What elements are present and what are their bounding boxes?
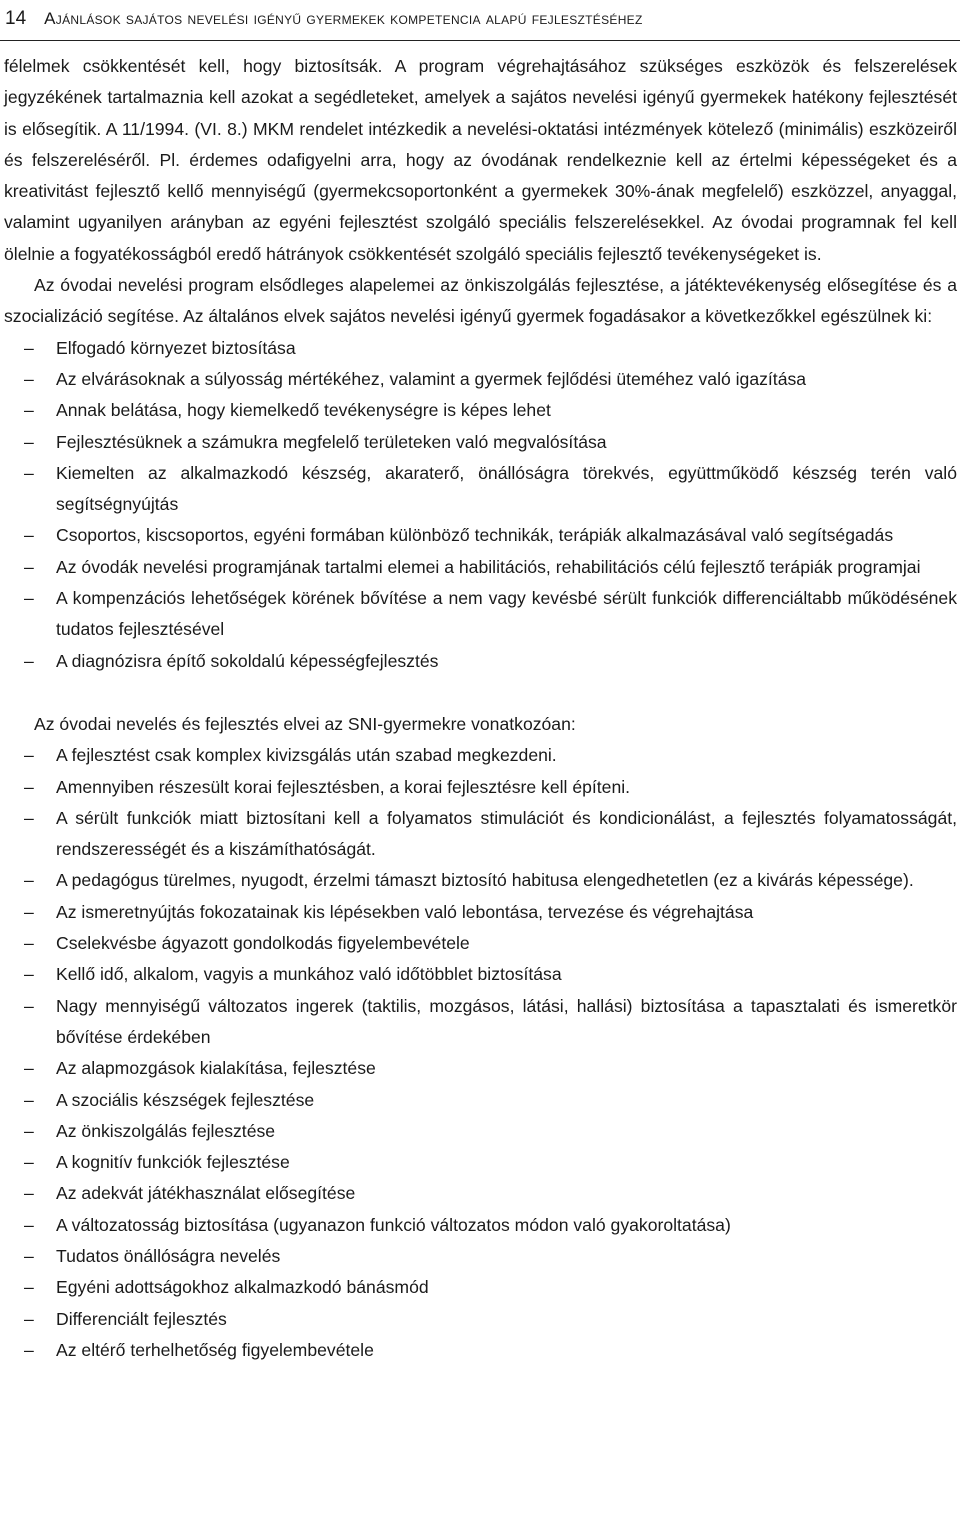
dash-bullet: – xyxy=(24,1058,34,1079)
list-item-text: Az óvodák nevelési programjának tartalmi elemei a habilitációs, rehabilitációs célú fejlesztő terápiák programjai xyxy=(56,556,921,577)
list-item-text: Kellő idő, alkalom, vagyis a munkához való időtöbblet biztosítása xyxy=(56,964,562,985)
list-item xyxy=(4,1304,957,1335)
spacer xyxy=(4,677,957,709)
list-item-text: Egyéni adottságokhoz alkalmazkodó bánásmód xyxy=(56,1277,429,1298)
dash-bullet: – xyxy=(24,1183,34,1204)
running-head: Ajánlások sajátos nevelési igényű gyermekek kompetencia alapú fejlesztéséhez xyxy=(44,9,643,28)
dash-bullet: – xyxy=(24,1308,34,1329)
list-item xyxy=(4,395,957,426)
list-item xyxy=(4,740,957,771)
list-item-text: Annak belátása, hogy kiemelkedő tevékenységre is képes lehet xyxy=(56,400,551,421)
dash-bullet: – xyxy=(24,995,34,1016)
dash-bullet: – xyxy=(24,1245,34,1266)
list-item xyxy=(4,1335,957,1366)
paragraph-1: félelmek csökkentését kell, hogy biztosítsák. A program végrehajtásához szükséges eszközök és felszerelések jegyzékének tartalmaznia kell azokat a segédleteket, amelyek a sajátos nevelési igényű gyermekek hatékony fejlesztését is elősegítik. A 11/1994. (VI. 8.) MKM rendelet intézkedik a nevelési-oktatási intézmények kötelező (minimális) eszközeiről és felszereléséről. Pl. érdemes odafigyelni arra, hogy az óvodának rendelkeznie kell az értelmi képességeket és a kreativitást fejlesztő kellő mennyiségű (gyermekcsoportonként a gyermekek 30%-ának megfelelő) eszközzel, anyaggal, valamint ugyanilyen arányban az egyéni fejlesztést szolgáló speciális felszerelésekkel. Az óvodai programnak fel kell ölelnie a fogyatékosságból eredő hátrányok csökkentését szolgáló speciális fejlesztő tevékenységeket is. xyxy=(4,56,957,264)
sni-principles-list xyxy=(4,740,957,1366)
list-item-text: Cselekvésbe ágyazott gondolkodás figyelembevétele xyxy=(56,933,470,954)
page-number: 14 xyxy=(5,8,27,29)
dash-bullet: – xyxy=(24,933,34,954)
list-item xyxy=(4,333,957,364)
dash-bullet: – xyxy=(24,337,34,358)
list-item xyxy=(4,928,957,959)
dash-bullet: – xyxy=(24,776,34,797)
list-item-text: Nagy mennyiségű változatos ingerek (taktilis, mozgásos, látási, hallási) biztosítása a tapasztalati és ismeretkör bővítése érdekében xyxy=(56,995,957,1047)
list-item-text: Az eltérő terhelhetőség figyelembevétele xyxy=(56,1339,374,1360)
dash-bullet: – xyxy=(24,901,34,922)
list-item-text: A sérült funkciók miatt biztosítani kell a folyamatos stimulációt és kondicionálást, a fejlesztés folyamatosságát, rendszerességét és a kiszámíthatóságát. xyxy=(56,807,957,860)
dash-bullet: – xyxy=(24,525,34,546)
list-item xyxy=(4,1085,957,1116)
dash-bullet: – xyxy=(24,588,34,609)
list-item xyxy=(4,552,957,583)
list-item-text: Csoportos, kiscsoportos, egyéni formában különböző technikák, terápiák alkalmazásával való segítségadás xyxy=(56,525,894,546)
list-item-text: A kompenzációs lehetőségek körének bővítése a nem vagy kevésbé sérült funkciók differenciáltabb működésének tudatos fejlesztésével xyxy=(56,588,957,640)
dash-bullet: – xyxy=(24,1214,34,1235)
list-item xyxy=(4,427,957,458)
list-item xyxy=(4,991,957,1054)
dash-bullet: – xyxy=(24,1089,34,1110)
list-item-text: A szociális készségek fejlesztése xyxy=(56,1089,315,1110)
list-item xyxy=(4,1210,957,1241)
list-item-text: Az önkiszolgálás fejlesztése xyxy=(56,1120,276,1141)
page-header xyxy=(0,0,960,41)
list-item xyxy=(4,1116,957,1147)
dash-bullet: – xyxy=(24,431,34,452)
dash-bullet: – xyxy=(24,650,34,671)
dash-bullet: – xyxy=(24,745,34,766)
list-item-text: Az elvárásoknak a súlyosság mértékéhez, valamint a gyermek fejlődési üteméhez való igazítása xyxy=(56,368,807,389)
list-item xyxy=(4,583,957,646)
dash-bullet: – xyxy=(24,368,34,389)
list-item xyxy=(4,646,957,677)
dash-bullet: – xyxy=(24,1339,34,1360)
list-item xyxy=(4,1241,957,1272)
section-intro: Az óvodai nevelés és fejlesztés elvei az SNI-gyermekre vonatkozóan: xyxy=(34,713,576,734)
list-item xyxy=(4,865,957,896)
list-item-text: A diagnózisra építő sokoldalú képességfejlesztés xyxy=(56,650,439,671)
list-item-text: A fejlesztést csak komplex kivizsgálás után szabad megkezdeni. xyxy=(56,745,557,766)
list-item xyxy=(4,1272,957,1303)
body-text xyxy=(4,51,957,1366)
list-item-text: Az adekvát játékhasználat elősegítése xyxy=(56,1183,356,1204)
list-item xyxy=(4,458,957,521)
dash-bullet: – xyxy=(24,400,34,421)
list-item-text: Elfogadó környezet biztosítása xyxy=(56,337,296,358)
list-item-text: Amennyiben részesült korai fejlesztésben, a korai fejlesztésre kell építeni. xyxy=(56,776,631,797)
list-item-text: A kognitív funkciók fejlesztése xyxy=(56,1152,290,1173)
list-item-text: A változatosság biztosítása (ugyanazon funkció változatos módon való gyakoroltatása) xyxy=(56,1214,731,1235)
list-item-text: A pedagógus türelmes, nyugodt, érzelmi támaszt biztosító habitusa elengedhetetlen (ez a kivárás képessége). xyxy=(56,870,914,891)
dash-bullet: – xyxy=(24,964,34,985)
list-item xyxy=(4,897,957,928)
list-item xyxy=(4,364,957,395)
dash-bullet: – xyxy=(24,556,34,577)
list-item-text: Differenciált fejlesztés xyxy=(56,1308,227,1329)
dash-bullet: – xyxy=(24,1152,34,1173)
list-item-text: Tudatos önállóságra nevelés xyxy=(56,1245,281,1266)
list-item-text: Kiemelten az alkalmazkodó készség, akaraterő, önállóságra törekvés, együttműködő készség terén való segítségnyújtás xyxy=(56,462,957,515)
dash-bullet: – xyxy=(24,807,34,828)
list-item-text: Az alapmozgások kialakítása, fejlesztése xyxy=(56,1058,376,1079)
dash-bullet: – xyxy=(24,1277,34,1298)
principles-list xyxy=(4,333,957,677)
paragraph-2: Az óvodai nevelési program elsődleges alapelemei az önkiszolgálás fejlesztése, a játéktevékenység elősegítése és a szocializáció segítése. Az általános elvek sajátos nevelési igényű gyermek fogadásakor a következőkkel egészülnek ki: xyxy=(4,275,957,327)
list-item xyxy=(4,520,957,551)
list-item xyxy=(4,959,957,990)
dash-bullet: – xyxy=(24,1120,34,1141)
list-item-text: Az ismeretnyújtás fokozatainak kis lépésekben való lebontása, tervezése és végrehajtása xyxy=(56,901,754,922)
list-item xyxy=(4,803,957,866)
dash-bullet: – xyxy=(24,870,34,891)
dash-bullet: – xyxy=(24,462,34,483)
list-item xyxy=(4,1053,957,1084)
list-item xyxy=(4,772,957,803)
list-item xyxy=(4,1178,957,1209)
list-item-text: Fejlesztésüknek a számukra megfelelő területeken való megvalósítása xyxy=(56,431,607,452)
list-item xyxy=(4,1147,957,1178)
